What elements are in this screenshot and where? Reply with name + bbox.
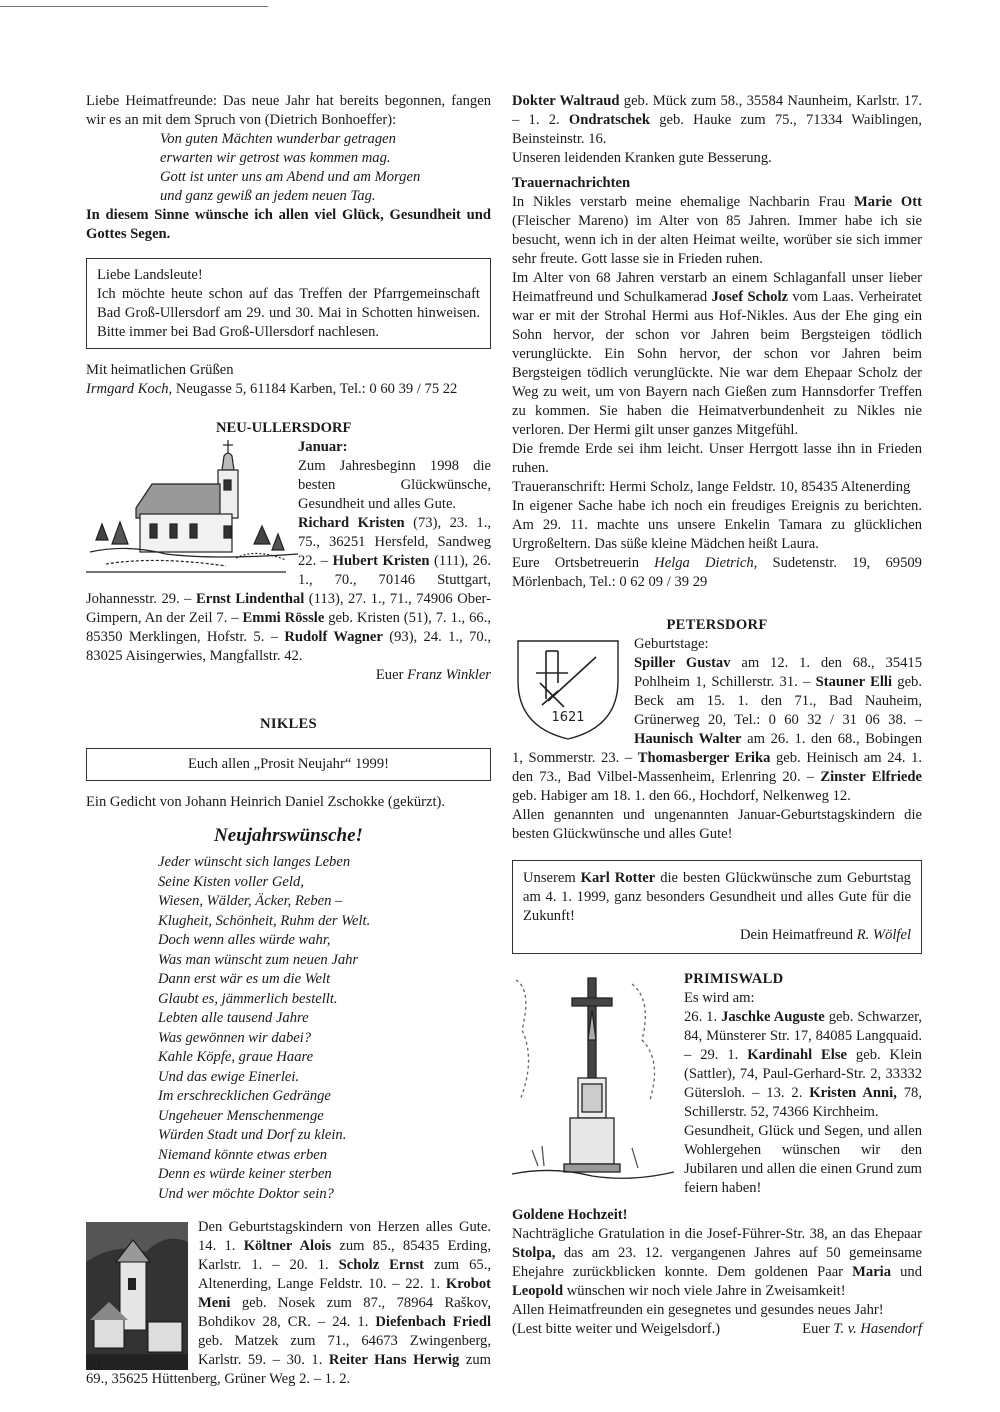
text: wünschen wir noch viele Jahre in Zweisamkeit!	[563, 1283, 846, 1299]
poem-line: Würden Stadt und Dorf zu klein.	[158, 1127, 347, 1143]
top-rule	[0, 6, 268, 7]
poem-line: Kahle Köpfe, graue Haare	[158, 1049, 314, 1065]
poem-line: Klugheit, Schönheit, Ruhm der Welt.	[158, 912, 371, 929]
person-name: Kardinahl Else	[747, 1047, 847, 1063]
poem-line: Ungeheuer Menschenmenge	[158, 1107, 324, 1124]
box-text: Ich möchte heute schon auf das Treffen der Pfarrgemeinschaft Bad Groß-Ullersdorf am 29. und 30. Mai in Schotten hinweisen. Bitte immer bei Bad Groß-Ullersdorf nachlesen.	[97, 286, 480, 340]
poem-line: Dann erst wär es um die Welt	[158, 971, 331, 987]
person-details: zum 65., Altenerding, Lange Feldstr. 10. – 22. 1.	[198, 1257, 491, 1292]
poem-title: Neujahrswünsche!	[214, 825, 363, 846]
neu-month: Januar:	[298, 439, 348, 455]
trauer-p1	[512, 193, 922, 269]
person-details: geb. Matzek zum 71., 64673 Zwingenberg, Karlstr. 59. – 30. 1.	[198, 1333, 491, 1368]
village-illustration	[86, 1222, 188, 1370]
poem-intro: Ein Gedicht von Johann Heinrich Daniel Zschokke (gekürzt).	[86, 794, 446, 810]
petersdorf-crest	[512, 637, 624, 741]
quote-line: und ganz gewiß an jedem neuen Tag.	[160, 188, 376, 204]
primis-intro: Es wird am:	[684, 990, 755, 1006]
poem-line: Im erschrecklichen Gedränge	[158, 1088, 331, 1104]
signature-prefix: Euer	[375, 667, 408, 683]
peters-label: Geburtstage:	[634, 636, 709, 652]
person-name: Leopold	[512, 1283, 564, 1299]
text: das am 23. 12. vergangenen Jahres auf 50 gemeinsame Ehejahre zurückblicken konnte. Dem goldenen Paar	[512, 1245, 922, 1280]
primis-wish: Gesundheit, Glück und Segen, und allen Wohlergehen wünschen wir den Jubilaren und allen die einen Grund zum feiern haben!	[684, 1123, 922, 1196]
person-name: Marie Ott	[854, 194, 922, 210]
trauer-signature	[512, 554, 922, 592]
person-details: geb. Habiger am 18. 1. den 66., Hochdorf, Nelkenweg 12.	[512, 788, 851, 804]
poem-line: Doch wenn alles würde wahr,	[158, 932, 331, 948]
continued-list	[512, 92, 922, 149]
text: Unserem	[523, 870, 581, 886]
bonhoeffer-quote	[160, 130, 491, 206]
sender	[86, 380, 491, 399]
poem-line: Seine Kisten voller Geld,	[158, 873, 304, 890]
neu-signature	[86, 666, 491, 685]
person-name: Stauner Elli	[815, 674, 892, 690]
rotter-box	[512, 860, 922, 954]
poem-line: Denn es würde keiner sterben	[158, 1166, 332, 1182]
signature-prefix: Euer	[802, 1321, 834, 1337]
person-details: am 26. 1. den 68., Bobingen 1, Sommerstr. 23. –	[512, 731, 922, 766]
primis-heading: PRIMISWALD	[684, 971, 784, 987]
person-name: Krobot Meni	[198, 1276, 491, 1311]
text: (Fleischer Mareno) im Alter von 85 Jahren. Immer habe ich sie besucht, wenn ich in der alten Heimat weilte, worüber sie sich immer sehr freute. Gott lasse sie in Frieden ruhen.	[512, 213, 922, 267]
rotter-text	[523, 869, 911, 926]
person-details: am 12. 1. den 68., 35415 Pohlheim 1, Schillerstr. 31. –	[634, 655, 922, 690]
person-details: geb. Schwarzer, 84, Münsterer Str. 17, 84085 Langquaid. – 29. 1.	[684, 1009, 923, 1063]
quote-line: Gott ist unter uns am Abend und am Morgen	[160, 169, 421, 185]
peters-heading: PETERSDORF	[666, 617, 768, 633]
text: Sudetenstr. 19, 69509 Mörlenbach, Tel.: 0 62 09 / 39 29	[512, 555, 922, 590]
closing: Mit heimatlichen Grüßen	[86, 362, 234, 378]
trauer-p3: Die fremde Erde sei ihm leicht. Unser Herrgott lasse ihn in Frieden ruhen.	[512, 441, 922, 476]
person-details: (93), 24. 1., 70., 83025 Aisingerwies, Mangfallstr. 42.	[86, 629, 491, 664]
person-details: geb. Hauke zum 75., 71334 Waiblingen, Beinsteinstr. 16.	[512, 112, 922, 147]
person-name: Karl Rotter	[580, 870, 656, 886]
person-details: geb. Beck am 15. 1. den 71., Bad Nauheim, Grünerweg 20, Tel.: 0 60 32 / 31 06 38. –	[634, 674, 922, 728]
intro-text: Liebe Heimatfreunde: Das neue Jahr hat bereits begonnen, fangen wir es an mit dem Spruch von (Dietrich Bonhoeffer):	[86, 93, 491, 128]
quote-line: erwarten wir getrost was kommen mag.	[160, 150, 391, 166]
person-name: Scholz Ernst	[338, 1257, 425, 1273]
box-greeting: Liebe Landsleute!	[97, 267, 203, 283]
person-name: Ernst Lindenthal	[195, 591, 305, 607]
final-wish: Allen Heimatfreunden ein gesegnetes und gesundes neues Jahr!	[512, 1302, 884, 1318]
person-name: Kristen Anni,	[809, 1085, 897, 1101]
text: Eure Ortsbetreuerin	[512, 555, 655, 571]
person-name: Haunisch Walter	[634, 731, 742, 747]
poem-line: Lebten alle tausend Jahre	[158, 1010, 309, 1026]
left-column	[86, 92, 491, 1389]
wayside-cross-illustration	[512, 970, 674, 1180]
crest-year: 1621	[551, 710, 585, 725]
person-details: geb. Klein (Sattler), 74, Paul-Gerhard-Str. 2, 33332 Gütersloh. – 13. 2.	[684, 1047, 922, 1101]
poem-line: Glaubt es, jämmerlich bestellt.	[158, 990, 338, 1007]
neu-heading: NEU-ULLERSDORF	[216, 420, 352, 436]
person-name: Thomasberger Erika	[637, 750, 771, 766]
birthday-date: 14. 1.	[198, 1238, 244, 1254]
poem	[158, 853, 491, 1204]
primis-section	[512, 970, 922, 1198]
sender-address: Neugasse 5, 61184 Karben, Tel.: 0 60 39 / 75 22	[172, 381, 458, 397]
signature-name: Helga Dietrich,	[654, 555, 758, 571]
trauer-heading: Trauernachrichten	[512, 175, 631, 191]
poem-line: Niemand könnte etwas erben	[158, 1146, 328, 1163]
poem-line: Wiesen, Wälder, Äcker, Reben –	[158, 893, 343, 909]
person-name: Rudolf Wagner	[284, 629, 383, 645]
signature-name: Franz Winkler	[407, 667, 491, 683]
sick-wish: Unseren leidenden Kranken gute Besserung.	[512, 150, 772, 166]
poem-line: Jeder wünscht sich langes Leben	[158, 854, 351, 870]
notice-box	[86, 258, 491, 349]
person-name: Hubert Kristen	[332, 553, 430, 569]
person-name: Emmi Rössle	[242, 610, 325, 626]
person-details: zum 69., 35625 Hüttenberg, Grüner Weg 2. – 1. 2.	[86, 1352, 492, 1387]
poem-line: Und das ewige Einerlei.	[158, 1068, 300, 1085]
poem-line: Und wer möchte Doktor sein?	[158, 1185, 334, 1202]
person-name: Stolpa,	[512, 1245, 556, 1261]
sender-name: Irmgard Koch,	[86, 381, 173, 397]
trauer-address: Traueranschrift: Hermi Scholz, lange Feldstr. 10, 85435 Altenerding	[512, 479, 911, 495]
person-details: 78, Schillerstr. 52, 74366 Kirchheim.	[684, 1085, 922, 1120]
person-name: Zinster Elfriede	[820, 769, 922, 785]
person-name: Richard Kristen	[298, 515, 405, 531]
person-details: (111), 26. 1., 70., 70146 Stuttgart, Johannesstr. 29. –	[86, 553, 491, 607]
text: vom Laas. Verheiratet war er mit der Strohal Hermi aus Hof-Nikles. Aus der Ehe ging ein Sohn hervor, der schon vor Jahren beim Bergsteigen tödlich verunglückte. Ein Sohn hervor, der schon vor Jahren beim Bergsteigen tödlich verunglückte. Nie war dem Ehepaar Scholz der Weg zu weit, um von Bayern nach Gießen zum Hannsdorfer Treffen zu kommen. Sie haben die Heimatverbundenheit zu Nikles nie verloren. Der Hermi gilt unser ganzes Mitgefühl.	[512, 289, 922, 438]
golden-wedding-text	[512, 1225, 922, 1301]
neu-section	[86, 438, 491, 685]
poem-line: Was gewönnen wir dabei?	[158, 1029, 312, 1046]
village-drawing	[86, 1222, 188, 1370]
person-details: (113), 27. 1., 71., 74906 Ober-Gimpern, An der Zeil 7. –	[86, 591, 491, 626]
signature-name: R. Wölfel	[856, 927, 911, 943]
person-name: Josef Scholz	[711, 289, 789, 305]
text: und	[891, 1264, 922, 1280]
text: Im Alter von 68 Jahren verstarb an einem Schlaganfall unser lieber Heimatfreund und Schulkamerad	[512, 270, 922, 305]
page-number: 30	[86, 1358, 101, 1374]
final-note: (Lest bitte weiter und Weigelsdorf.)	[512, 1321, 721, 1337]
right-column	[512, 92, 922, 1339]
final-signature-row	[512, 1320, 922, 1339]
person-details: geb. Kristen (51), 7. 1., 66., 85350 Merklingen, Hofstr. 5. –	[86, 610, 491, 645]
person-details: (73), 23. 1., 75., 36251 Hersfeld, Sandweg 22. –	[298, 515, 491, 569]
nikles-box: Euch allen „Prosit Neujahr“ 1999!	[86, 748, 491, 781]
signature-name: T. v. Hasendorf	[833, 1321, 922, 1337]
person-details: geb. Mück zum 58., 35584 Naunheim, Karlstr. 17. – 1. 2.	[512, 93, 922, 128]
signature-prefix: Dein Heimatfreund	[739, 927, 857, 943]
church-illustration	[86, 440, 298, 575]
neu-wish: Zum Jahresbeginn 1998 die besten Glückwünsche, Gesundheit und alles Gute.	[298, 458, 491, 512]
birthday-date: 26. 1.	[684, 1009, 722, 1025]
trauer-p5: In eigener Sache habe ich noch ein freudiges Ereignis zu berichten. Am 29. 11. machte uns unsere Enkelin Tamara zu glücklichen Urgroßeltern. Das süße kleine Mädchen heißt Laura.	[512, 498, 922, 552]
church-drawing	[86, 440, 298, 575]
text: die besten Glückwünsche zum Geburtstag am 4. 1. 1999, ganz besonders Gesundheit und alles Gute für die Zukunft!	[523, 870, 911, 924]
text: In Nikles verstarb meine ehemalige Nachbarin Frau	[512, 194, 855, 210]
person-details: geb. Heinisch am 24. 1. den 73., Bad Vilbel-Massenheim, Erlenring 20. –	[512, 750, 923, 785]
rotter-signature	[523, 926, 911, 945]
nikles-birthdays	[86, 1218, 491, 1389]
cross-drawing	[512, 970, 674, 1180]
crest-shield	[512, 637, 624, 741]
person-details: geb. Nosek zum 87., 78964 Raškov, Bohdikov 28, CR. – 24. 1.	[198, 1295, 491, 1330]
peters-general: Allen genannten und ungenannten Januar-Geburtstagskindern die besten Glückwünsche und alles Gute!	[512, 807, 922, 842]
wish-text: In diesem Sinne wünsche ich allen viel Glück, Gesundheit und Gottes Segen.	[86, 207, 491, 242]
quote-line: Von guten Mächten wunderbar getragen	[160, 131, 396, 147]
person-name: Reiter Hans Herwig	[328, 1352, 460, 1368]
golden-wedding-heading: Goldene Hochzeit!	[512, 1207, 628, 1223]
birthday-intro: Den Geburtstagskindern von Herzen alles Gute.	[198, 1219, 491, 1235]
person-name: Maria	[852, 1264, 892, 1280]
person-name: Jaschke Auguste	[721, 1009, 825, 1025]
trauer-p2	[512, 269, 922, 440]
person-name: Költner Alois	[243, 1238, 332, 1254]
peters-section	[512, 635, 922, 844]
person-details: zum 85., 85435 Erding, Karlstr. 1. – 20. 1.	[198, 1238, 492, 1273]
final-signature	[802, 1320, 922, 1339]
person-name: Ondratschek	[568, 112, 650, 128]
person-name: Diefenbach Friedl	[375, 1314, 491, 1330]
poem-line: Was man wünscht zum neuen Jahr	[158, 951, 359, 968]
nikles-heading: NIKLES	[260, 716, 317, 732]
person-name: Spiller Gustav	[634, 655, 731, 671]
text: Nachträgliche Gratulation in die Josef-Führer-Str. 38, an das Ehepaar	[512, 1226, 922, 1242]
person-name: Dokter Waltraud	[512, 93, 620, 109]
